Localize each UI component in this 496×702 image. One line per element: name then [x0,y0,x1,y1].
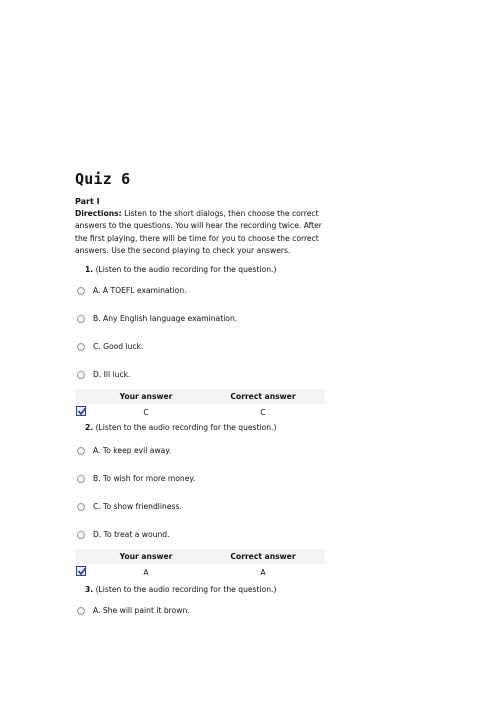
q1-option-b[interactable] [77,314,237,323]
option-label: B. Any English language examination. [93,314,238,323]
correct-answer-header: Correct answer [230,392,296,401]
option-label: A. To keep evil away. [93,446,172,455]
option-label: C. To show friendliness. [93,502,182,511]
radio-icon[interactable] [77,315,85,323]
part-heading: Part I [75,197,100,206]
correct-answer-value: C [260,407,266,417]
answer-table-header [75,549,325,564]
question-1 [85,265,276,274]
question-3 [85,585,276,594]
radio-icon[interactable] [77,343,85,351]
answer-row [75,564,325,580]
q3-option-a[interactable] [77,606,190,615]
option-label: A. She will paint it brown. [93,606,190,615]
question-prompt: (Listen to the audio recording for the question.) [95,265,277,274]
option-label: A. A TOEFL examination. [93,286,187,295]
checkmark-icon [76,406,86,416]
q1-option-c[interactable] [77,342,143,351]
answer-table-q1 [75,389,325,420]
radio-icon[interactable] [77,447,85,455]
option-label: C. Good luck. [93,342,144,351]
radio-icon[interactable] [77,475,85,483]
answer-table-q2 [75,549,325,580]
directions-text [75,208,325,258]
correct-answer-header: Correct answer [230,552,296,561]
radio-icon[interactable] [77,607,85,615]
radio-icon[interactable] [77,371,85,379]
your-answer-header: Your answer [119,552,173,561]
q2-option-b[interactable] [77,474,195,483]
option-label: B. To wish for more money. [93,474,196,483]
answer-table-header [75,389,325,404]
correct-answer-value: A [260,567,266,577]
option-label: D. To treat a wound. [93,530,170,539]
option-label: D. Ill luck. [93,370,131,379]
your-answer-value: A [143,567,149,577]
question-number: 1. [85,265,94,274]
q1-option-d[interactable] [77,370,130,379]
your-answer-value: C [143,407,149,417]
your-answer-header: Your answer [119,392,173,401]
question-number: 2. [85,423,94,432]
q2-option-d[interactable] [77,530,170,539]
radio-icon[interactable] [77,503,85,511]
directions-label: Directions: [75,209,122,218]
q2-option-c[interactable] [77,502,182,511]
question-prompt: (Listen to the audio recording for the question.) [95,423,277,432]
question-2 [85,423,276,432]
q1-option-a[interactable] [77,286,187,295]
directions-body: Listen to the short dialogs, then choose the correct answers to the questions. You will hear the recording twice. After the first playing, there will be time for you to choose the correct answers. Use the second playing to check your answers. [75,209,322,256]
question-number: 3. [85,585,94,594]
question-prompt: (Listen to the audio recording for the question.) [95,585,277,594]
quiz-title: Quiz 6 [75,170,131,188]
q2-option-a[interactable] [77,446,171,455]
answer-row [75,404,325,420]
checkmark-icon [76,566,86,576]
radio-icon[interactable] [77,287,85,295]
radio-icon[interactable] [77,531,85,539]
